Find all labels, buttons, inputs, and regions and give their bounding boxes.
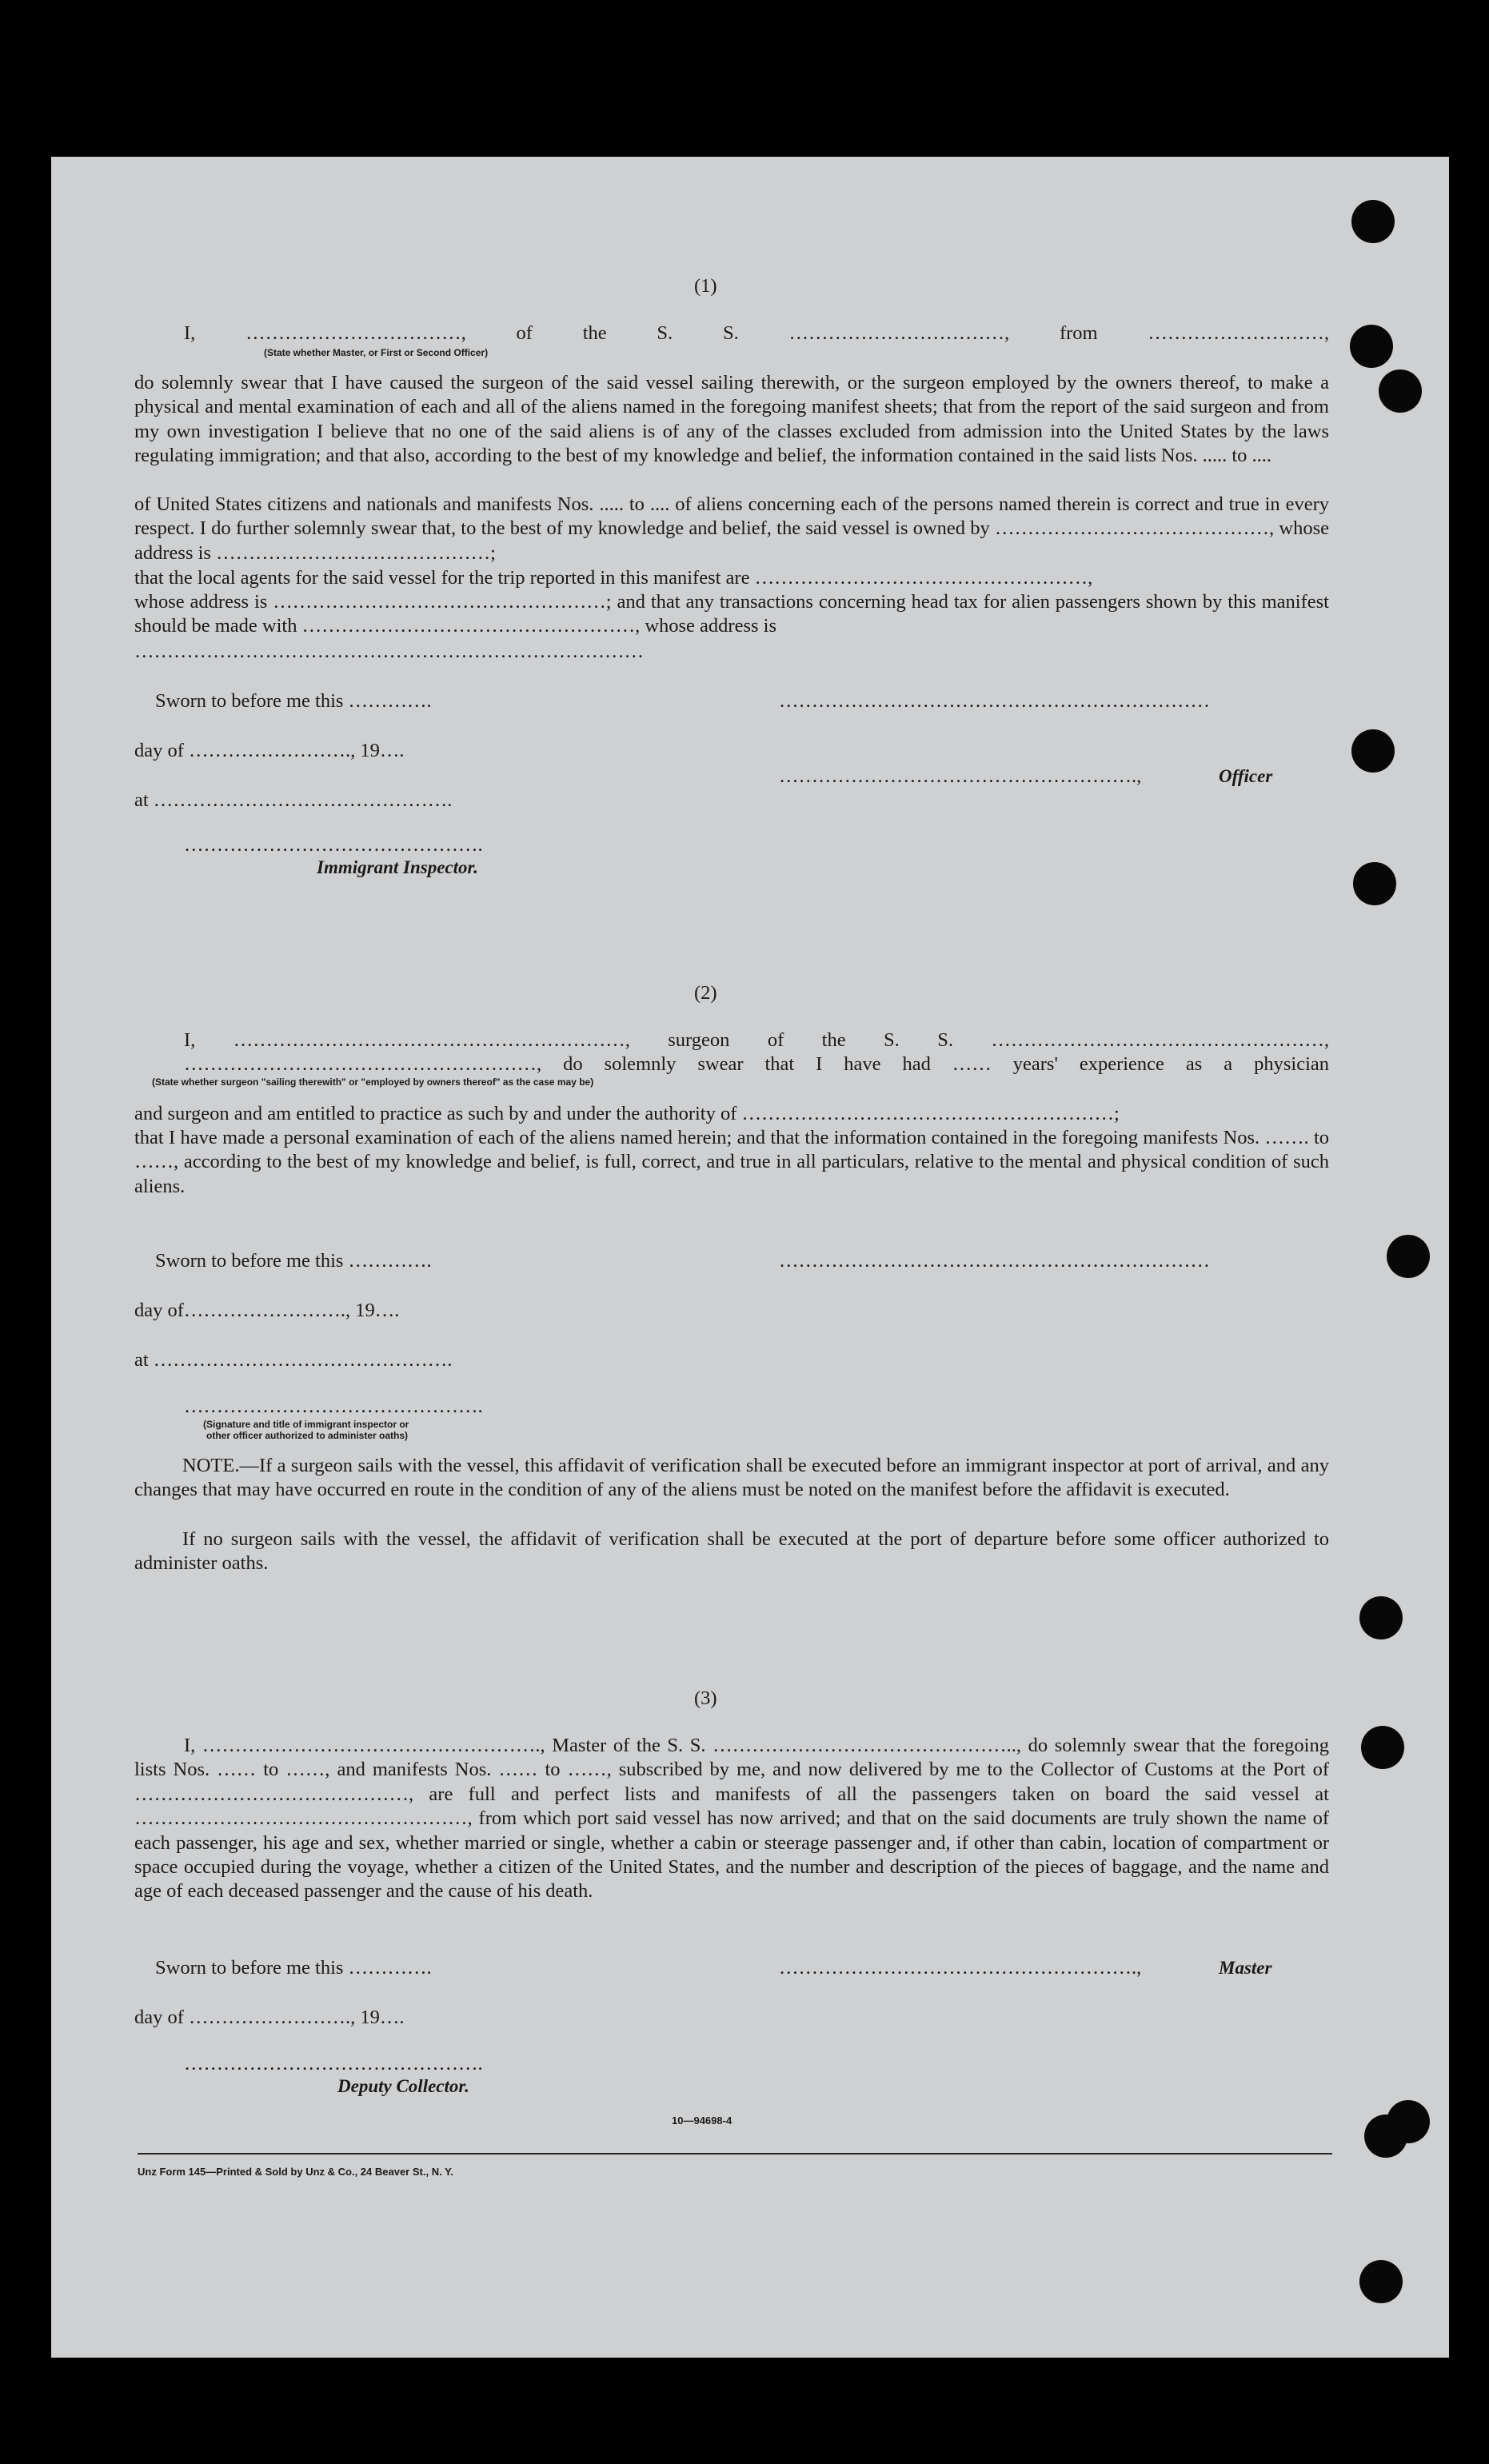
footer-rule: [138, 2153, 1332, 2155]
section-2-note: NOTE.—If a surgeon sails with the vessel, this affidavit of verification shall be executed before an immigrant inspector at port of arrival, and any changes that may have occurred en route in the condition of any of the aliens must be noted on the manifest before the affidavit is executed.: [134, 1455, 1329, 1501]
section-3-deputy-label: Deputy Collector.: [337, 2076, 469, 2096]
section-3-oath-text: I, ……………………………………………., Master of the S. S. ……………………………………….., do solemnly swear that the foregoing lists Nos. …… to ……, and manifests Nos. …… to ……, subscribed by me, and now delivered by me to the Collector of Customs at the Port of ……………………………………, are full and perfect lists and manifests of all the passengers taken on board the said vessel at ……………………………………………, from which port said vessel has now arrived; and that on the said documents are truly shown the name of each passenger, his age and sex, whether married or single, whether a cabin or steerage passenger and, if other than cabin, location of compartment or space occupied during the voyage, whether a citizen of the United States, and the number and description of the pieces of baggage, and the name and age of each deceased passenger and the cause of his death.: [134, 1735, 1329, 1903]
punch-hole: [1359, 2260, 1403, 2303]
section-2-number: (2): [694, 982, 717, 1004]
punch-hole: [1350, 325, 1393, 368]
section-1-inspector-label: Immigrant Inspector.: [317, 857, 478, 877]
section-3-master-line: ……………………………………………….,: [779, 1957, 1142, 1979]
section-2-note-second: If no surgeon sails with the vessel, the affidavit of verification shall be executed at the port of departure before some officer authorized to administer oaths.: [134, 1528, 1329, 1575]
punch-hole: [1379, 369, 1422, 413]
printer-imprint: Unz Form 145—Printed & Sold by Unz & Co., 24 Beaver St., N. Y.: [138, 2166, 453, 2178]
punch-hole: [1364, 2115, 1407, 2158]
section-2-opening-line: I, ……………………………………………………, surgeon of the S. S. ……………………………………………,: [184, 1029, 1329, 1051]
section-2-surgeon-note: (State whether surgeon "sailing therewith" or "employed by owners thereof" as the case may be): [152, 1076, 594, 1088]
punch-hole: [1351, 729, 1395, 773]
section-1-signature-line: …………………………………………………………: [779, 690, 1210, 712]
punch-hole: [1361, 1726, 1404, 1769]
punch-hole: [1387, 1235, 1430, 1278]
section-2-signature-note: (Signature and title of immigrant inspector or: [203, 1419, 409, 1430]
section-1-head-tax-text: whose address is ……………………………………………; and that any transactions concerning head tax for alien passengers shown by this manifest should be made with ……………………………………………, whose address is: [134, 591, 1329, 637]
punch-hole: [1359, 1596, 1403, 1639]
section-3-deputy-line: ……………………………………….: [184, 2053, 483, 2075]
section-2-authority-line: and surgeon and am entitled to practice as such by and under the authority of …………………………………………………;: [134, 1103, 1120, 1124]
section-3-master-label: Master: [1219, 1958, 1272, 1978]
section-3-sworn-line: Sworn to before me this ………….: [155, 1957, 432, 1979]
section-2-officer-signature-line: ……………………………………….: [184, 1396, 483, 1417]
section-2-at-line: at ……………………………………….: [134, 1349, 453, 1371]
section-3-day-line: day of ……………………., 19….: [134, 2007, 405, 2028]
form-code: 10—94698-4: [672, 2115, 733, 2127]
section-1-officer-line: ……………………………………………….,: [779, 765, 1142, 787]
section-2-signature-note: other officer authorized to administer oaths): [206, 1430, 409, 1441]
section-1-day-line: day of ……………………., 19….: [134, 740, 405, 761]
punch-hole: [1351, 200, 1395, 243]
section-2-experience-line: ………………………………………………, do solemnly swear that I have had …… years' experience as a physician: [184, 1053, 1329, 1075]
section-1-oath-text: do solemnly swear that I have caused the surgeon of the said vessel sailing therewith, or the surgeon employed by the owners thereof, to make a physical and mental examination of each and all of the aliens named in the foregoing manifest sheets; that from the report of the said surgeon and from my own investigation I believe that no one of the said aliens is of any of the classes excluded from admission into the United States by the laws regulating immigration; and that also, according to the best of my knowledge and belief, the information contained in the said lists Nos. ..... to ....: [134, 372, 1329, 467]
section-1-address-dots: ……………………………………………………………………: [134, 641, 644, 662]
section-1-at-line: at ……………………………………….: [134, 789, 453, 811]
section-1-officer-label: Officer: [1219, 766, 1273, 786]
section-1-opening-line: I, ……………………………, of the S. S. ……………………………, from ………………………,: [184, 322, 1329, 344]
section-1-agents-line: that the local agents for the said vessel for the trip reported in this manifest are ……………………………………………,: [134, 567, 1093, 589]
section-2-day-line: day of……………………., 19….: [134, 1300, 400, 1321]
section-1-inspector-line: ……………………………………….: [184, 834, 483, 856]
section-1-ownership-text: of United States citizens and nationals and manifests Nos. ..... to .... of aliens concerning each of the persons named therein is correct and true in every respect. I do further solemnly swear that, to the best of my knowledge and belief, the said vessel is owned by ……………………………………, whose address is ……………………………………;: [134, 493, 1329, 564]
punch-hole: [1353, 862, 1396, 905]
section-1-rank-note: (State whether Master, or First or Second Officer): [264, 347, 489, 358]
section-1-sworn-line: Sworn to before me this ………….: [155, 690, 432, 712]
section-2-signature-line: …………………………………………………………: [779, 1250, 1210, 1272]
section-1-number: (1): [694, 275, 717, 297]
manifest-page: [51, 157, 1449, 2358]
section-3-number: (3): [694, 1687, 717, 1709]
section-2-sworn-line: Sworn to before me this ………….: [155, 1250, 432, 1272]
section-2-examination-text: that I have made a personal examination of each of the aliens named herein; and that the information contained in the foregoing manifests Nos. ……. to ……, according to the best of my knowledge and belief, is full, correct, and true in all particulars, relative to the mental and physical condition of such aliens.: [134, 1127, 1329, 1197]
